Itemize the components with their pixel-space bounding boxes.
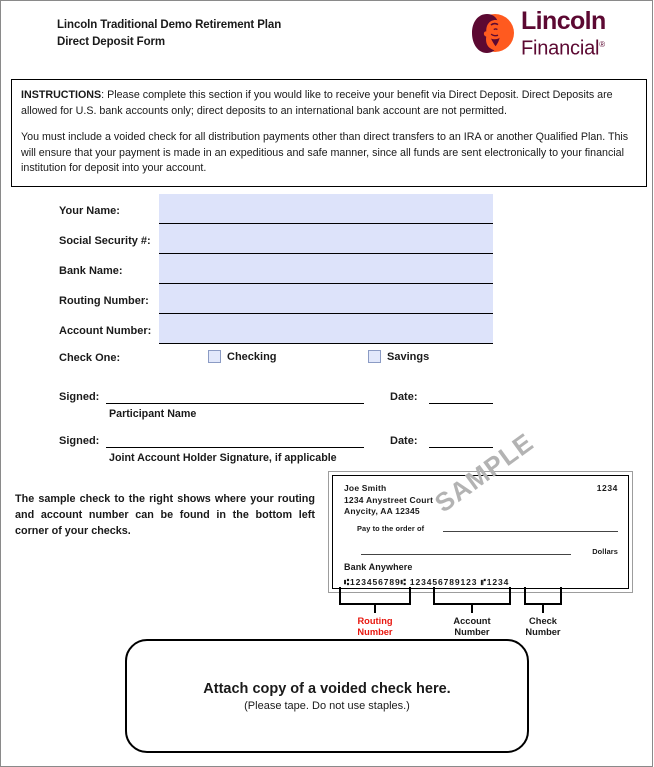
input-signature-participant[interactable] (106, 403, 364, 404)
checkbox-checking[interactable] (208, 350, 221, 363)
check-payer-block (344, 483, 433, 518)
check-annotations (328, 587, 633, 639)
bracket-stem-routing-number (374, 605, 376, 613)
instructions-box (11, 79, 647, 187)
check-payer-address-line2: Anycity, AA 12345 (344, 506, 420, 516)
bracket-account-number (433, 587, 511, 605)
field-row-account-number (1, 314, 654, 344)
input-date-participant[interactable] (429, 403, 493, 404)
attach-box-subtext: (Please tape. Do not use staples.) (244, 699, 410, 712)
check-dollars-label: Dollars (592, 547, 618, 556)
sample-check-note: The sample check to the right shows where your routing and account number can be found in the bottom left corner of your checks. (15, 493, 315, 537)
field-row-social-security-number (1, 224, 654, 254)
label-account-number: Account Number: (59, 325, 152, 337)
check-payer-name: Joe Smith (344, 483, 387, 493)
annotation-routing-number: Routing Number (357, 616, 393, 637)
page-title (57, 17, 281, 51)
checkbox-savings[interactable] (368, 350, 381, 363)
label-signed-participant: Signed: (59, 391, 100, 403)
input-bank-name[interactable] (159, 254, 493, 284)
sample-watermark: SAMPLE (429, 426, 540, 519)
annotation-check-number: Check Number (525, 616, 561, 637)
form-fields (1, 194, 654, 344)
instructions-label: INSTRUCTIONS (21, 89, 102, 101)
label-checking: Checking (227, 351, 277, 363)
logo-line-lincoln: Lincoln (521, 7, 606, 35)
field-row-bank-name (1, 254, 654, 284)
caption-joint-holder-signature: Joint Account Holder Signature, if applicable (109, 452, 337, 464)
field-row-your-name (1, 194, 654, 224)
label-social-security-number: Social Security #: (59, 235, 151, 247)
bracket-stem-check-number (542, 605, 544, 613)
bracket-check-number (524, 587, 562, 605)
page-title-line1: Lincoln Traditional Demo Retirement Plan (57, 19, 282, 31)
registered-mark: ® (599, 40, 605, 49)
check-pay-to-label: Pay to the order of (357, 524, 425, 533)
label-bank-name: Bank Name: (59, 265, 123, 277)
check-amount-words-line (361, 554, 571, 555)
logo-line-financial: Financial® (521, 37, 605, 60)
label-routing-number: Routing Number: (59, 295, 149, 307)
page-title-line2: Direct Deposit Form (57, 36, 166, 48)
attach-voided-check-box[interactable] (125, 639, 529, 753)
check-serial-number: 1234 (596, 483, 618, 493)
input-date-joint-holder[interactable] (429, 447, 493, 448)
page-header (1, 1, 654, 71)
instructions-paragraph-1: INSTRUCTIONS: Please complete this section if you would like to receive your benefit via Direct Deposit. Direct Deposits are allowed for U.S. bank accounts only; direct deposits to an international bank account are not permitted. (21, 89, 613, 117)
lincoln-financial-logo (469, 9, 629, 59)
input-signature-joint-holder[interactable] (106, 447, 364, 448)
field-row-routing-number (1, 284, 654, 314)
caption-participant-name: Participant Name (109, 408, 197, 420)
label-your-name: Your Name: (59, 205, 120, 217)
label-savings: Savings (387, 351, 430, 363)
label-date-participant: Date: (390, 391, 418, 403)
check-one-group (1, 346, 654, 372)
bracket-routing-number (339, 587, 411, 605)
label-date-joint-holder: Date: (390, 435, 418, 447)
check-bank-name: Bank Anywhere (344, 562, 413, 572)
check-pay-to-line (443, 531, 618, 532)
input-routing-number[interactable] (159, 284, 493, 314)
lincoln-head-icon (469, 11, 516, 56)
label-signed-joint-holder: Signed: (59, 435, 100, 447)
annotation-account-number: Account Number (453, 616, 491, 637)
label-check-one: Check One: (59, 352, 121, 364)
bracket-stem-account-number (471, 605, 473, 613)
attach-box-heading: Attach copy of a voided check here. (203, 680, 451, 697)
input-your-name[interactable] (159, 194, 493, 224)
instructions-paragraph-2: You must include a voided check for all distribution payments other than direct transfers to an IRA or another Qualified Plan. This will ensure that your payment is made in an expeditious and safe manner, since all funds are sent electronically to your financial institution for deposit into your account. (21, 131, 629, 174)
logo-wordmark (521, 9, 606, 60)
check-payer-address-line1: 1234 Anystreet Court (344, 494, 434, 505)
input-social-security-number[interactable] (159, 224, 493, 254)
check-micr-line: ⑆123456789⑆ 123456789123 ⑈1234 (344, 577, 510, 587)
input-account-number[interactable] (159, 314, 493, 344)
